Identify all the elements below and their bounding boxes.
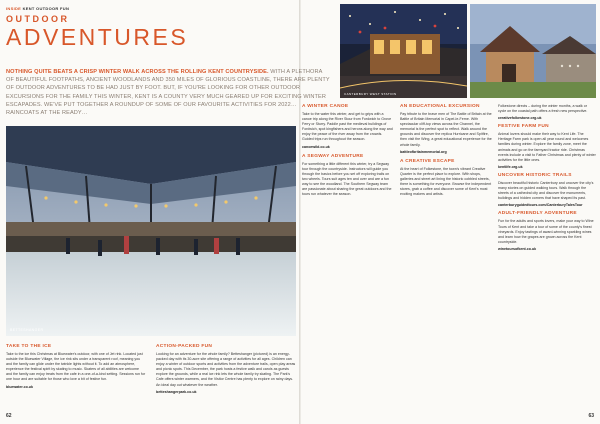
intro-lead: NOTHING QUITE BEATS A CRISP WINTER WALK ACROSS THE ROLLING KENT COUNTRYSIDE. — [6, 69, 269, 75]
page-number-left: 62 — [6, 413, 12, 419]
section-kicker: OUTDOOR — [6, 14, 70, 24]
farm-illustration — [470, 4, 596, 98]
station-photo — [340, 4, 467, 98]
column-body: Fun for the adults and sports lovers, make your way to Wine Tours of Kent and take a tour of some of the county's finest vineyards. Enjoy tastings of award-winning sparkling wines and learn how the grapes are grown across the Kent countryside. — [498, 219, 594, 244]
masthead-brand: INSIDE — [6, 6, 22, 11]
ice-rink-photo-caption: BETTESHANGER — [10, 328, 44, 332]
column-heading: A WINTER CANOE — [302, 104, 349, 109]
column-link[interactable]: canoewild.co.uk — [302, 144, 330, 149]
station-photo-caption: CANTERBURY WEST STATION — [344, 92, 397, 96]
column-heading: FESTIVE FARM FUN — [498, 124, 549, 130]
right-column-1 — [302, 104, 394, 199]
station-illustration — [340, 4, 467, 98]
column-body: Discover beautiful historic Canterbury and uncover the city's many stories on guided walking tours. Walk through the streets of a cathedral city and discover the monuments, buildings and hidden corners that have shaped its past. — [498, 180, 594, 201]
column-body: Folkestone directs – during the winter months, a walk or cycle on the coastal path offers a fresh new perspective. — [498, 104, 588, 114]
column-heading: ACTION-PACKED FUN — [156, 344, 213, 349]
intro-paragraph — [6, 68, 331, 117]
farm-photo — [470, 4, 596, 98]
masthead-section: KENT OUTDOOR FUN — [22, 6, 70, 11]
column-link[interactable]: creativefolkestone.org.uk — [498, 116, 542, 121]
column-link[interactable]: kentlife.org.uk — [498, 164, 523, 169]
column-body: For something a little different this winter, try a Segway tour through the countryside. Instructors will guide you through the basics before you set off exploring trails on two wheels. Tours suit ages ten and over and are a fun way to see the woodland. The Southern Segway team are passionate about sharing the great outdoors and the tours run whatever the season. — [302, 161, 392, 197]
page-number-right: 63 — [588, 413, 594, 419]
column-heading: A CREATIVE ESCAPE — [400, 158, 455, 164]
right-column-3 — [498, 104, 596, 254]
column-heading: UNCOVER HISTORIC TRAILS — [498, 172, 572, 178]
intro-rest: WITH A PLETHORA OF BEAUTIFUL FOOTPATHS, ANCIENT WOODLANDS AND 350 MILES OF GLORIOUS COASTLINE, THERE ARE PLENTY OF OUTDOOR ADVENTURES TO BE HAD JUST BY FOOT. BUT, IF YOU'RE LOOKING FOR OTHER OUTDOOR EXCURSIONS FOR THE FAMILY THIS WINTER, KENT IS A COUNTY VERY MUCH GEARED UP FOR EXCITING WINTER ESCAPADES. WE'VE PUT TOGETHER A ROUNDUP OF SOME OF OUR FAVOURITE ACTIVITIES FOR 2022… RAINCOATS AT THE READY… — [6, 69, 330, 117]
right-column-2 — [400, 104, 492, 199]
column-link[interactable]: canterburyguidedtours.com/CanterburyTalesTour — [498, 203, 583, 208]
column-link[interactable]: winetoursofkent.co.uk — [498, 246, 537, 251]
column-body: Animal lovers should make their way to Kent Life. The Heritage Farm park is open all year round and welcomes families during winter. Explore the family zone, meet the animals and go on the farmyard tractor ride. Christmas events include a visit to Father Christmas and plenty of winter activities for the little ones. — [498, 132, 596, 162]
column-link[interactable]: betteshangerpark.co.uk — [156, 389, 197, 394]
ice-rink-photo — [6, 126, 296, 336]
column-link[interactable]: battleofbritainmemorial.org — [400, 149, 447, 154]
page-gutter — [299, 0, 301, 424]
left-column-1 — [6, 344, 146, 392]
left-column-2 — [156, 344, 296, 397]
column-heading: ADULT-FRIENDLY ADVENTURE — [498, 211, 577, 217]
column-body: At the heart of Folkestone, the town's vibrant Creative Quarter is the perfect place to explore. With shops, galleries and street art lining the historic cobbled streets, there is something for everyone. Browse the independent stores, grab a coffee and discover some of Kent's most exciting makers and artists. — [400, 166, 492, 197]
column-heading: TAKE TO THE ICE — [6, 344, 52, 349]
column-heading: AN EDUCATIONAL EXCURSION — [400, 104, 480, 109]
page-title: ADVENTURES — [6, 24, 189, 50]
ice-rink-illustration — [6, 126, 296, 336]
column-body: Pay tribute to the brave men of The Battle of Britain at the Battle of Britain Memorial in Capel-le-Ferne. With spectacular cliff-top views across the Channel, the memorial is the perfect spot to reflect. Walk around the grounds and discover the replica Hurricane and Spitfire, then visit the Wing, a great educational experience for the whole family. — [400, 112, 492, 147]
column-heading: A SEGWAY ADVENTURE — [302, 153, 364, 159]
column-link[interactable]: bluewater.co.uk — [6, 384, 33, 389]
column-body: Take to the ice this Christmas at Bluewater's outdoor, with one of Jet rink. Located just outside the Bluewater Village, the ice rink sits under a transparent roof, meaning you and the family can glide under the twinkle lights without it. To add an atmosphere, experience the festival spirit by skating to music. Skaters of all abilities are welcome and the family can enjoy treats from the cafe in a one-of-a-kind setting. Sessions run for one hour and are suitable for those who love a bit of festive fun. — [6, 352, 146, 382]
column-body: Looking for an adventure for the whole family? Betteshanger (pictured) is an energy-packed day with its 30-acre site offering a range of activities for all ages. Children can enjoy a winter of outdoor sports and activities from the adventure trails, open play areas and picnic spots. This December, the park hosts a festive walk and carols as guests explore the grounds, while a real ice rink lets the whole family try skating. The Park's Cafe offers winter warmers, and the Visitor Centre has plenty to explore on rainy days. An ideal day out whatever the weather. — [156, 352, 296, 387]
column-body: Take to the water this winter, and get to grips with a canoe trip along the River Stour from Fordwich to Grove Ferry or Sturry. Paddle past the medieval buildings of Fordwich, spot kingfishers and herons along the way and enjoy the peace of the river away from the crowds. Guided trips run throughout the season. — [302, 112, 393, 142]
masthead — [6, 6, 69, 11]
